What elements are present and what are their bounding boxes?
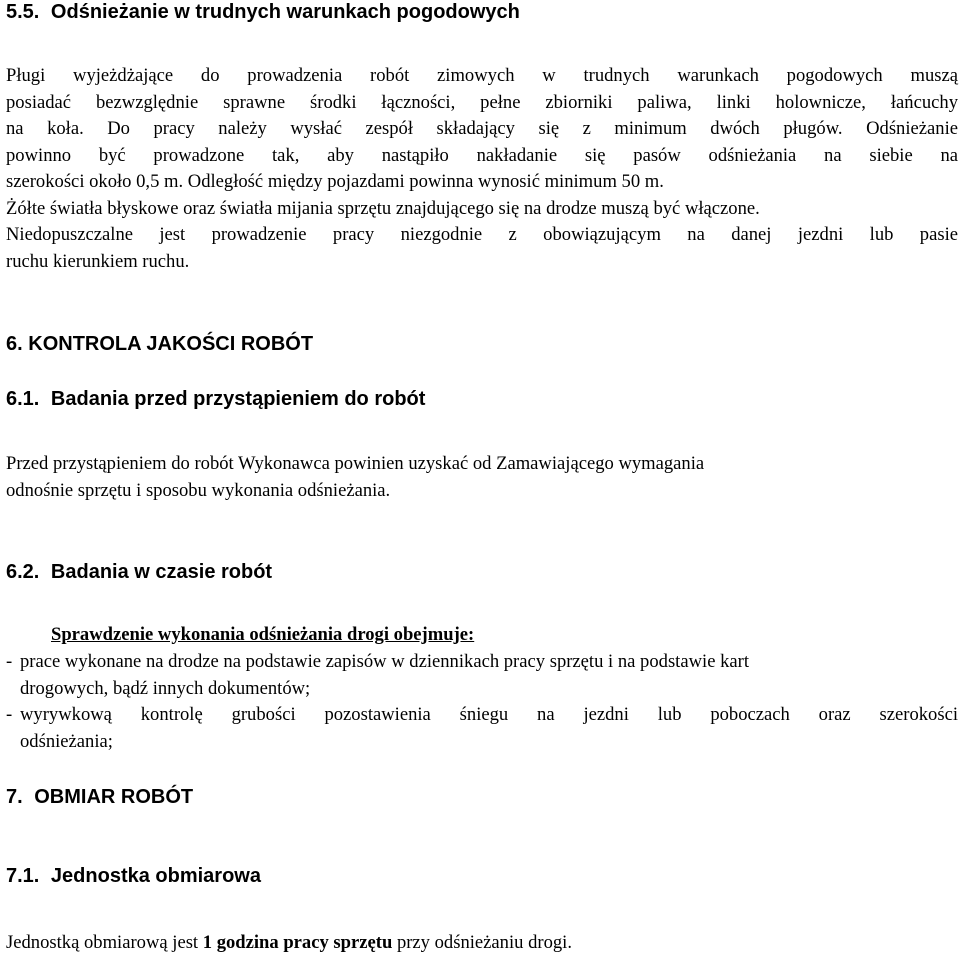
- paragraph-line: szerokości około 0,5 m. Odległość między pojazdami powinna wynosić minimum 50 m.: [6, 171, 664, 192]
- text-regular: Jednostką obmiarową jest: [6, 932, 203, 953]
- list-item: [6, 702, 958, 755]
- list-item: [6, 649, 958, 702]
- paragraph-line: ruchu kierunkiem ruchu.: [6, 250, 190, 272]
- section-number: 6.: [6, 333, 23, 355]
- paragraph-line: [6, 930, 958, 957]
- paragraph-line: Niedopuszczalne jest prowadzenie pracy niezgodnie z obowiązującym na danej jezdni lub pasie: [6, 224, 958, 245]
- paragraph-line: na koła. Do pracy należy wysłać zespół składający się z minimum dwóch pługów. Odśnieżanie: [6, 118, 958, 139]
- paragraph-line: posiadać bezwzględnie sprawne środki łączności, pełne zbiorniki paliwa, linki holownicze, łańcuchy: [6, 91, 958, 113]
- paragraph-line: Przed przystąpieniem do robót Wykonawca powinien uzyskać od Zamawiającego wymagania: [6, 453, 705, 474]
- list-item-line: odśnieżania;: [20, 730, 113, 752]
- list-dash: -: [6, 704, 13, 725]
- section-7-1-heading: [6, 864, 261, 888]
- list-item-line: wyrywkową kontrolę grubości pozostawienia śniegu na jezdni lub poboczach oraz szerokości: [20, 704, 958, 725]
- text-bold: 1 godzina pracy sprzętu: [202, 932, 393, 953]
- list-dash: -: [6, 651, 13, 672]
- section-title: Badania przed przystąpieniem do robót: [50, 388, 426, 410]
- section-title: Jednostka obmiarowa: [50, 865, 261, 887]
- text-regular: przy odśnieżaniu drogi.: [392, 932, 572, 953]
- section-6-heading: [6, 332, 313, 356]
- section-number: 5.5.: [6, 1, 40, 23]
- list-item-line: prace wykonane na drodze na podstawie zapisów w dziennikach pracy sprzętu i na podstawie kart: [20, 651, 750, 672]
- section-title: OBMIAR ROBÓT: [34, 786, 194, 808]
- list-item-line: drogowych, bądź innych dokumentów;: [20, 677, 311, 699]
- section-number: 6.1.: [6, 388, 40, 410]
- section-title: KONTROLA JAKOŚCI ROBÓT: [28, 333, 314, 355]
- section-5-5-heading: [6, 0, 520, 24]
- section-6-1-paragraph: [6, 451, 958, 504]
- section-5-5-paragraph: [6, 63, 958, 275]
- paragraph-line: Żółte światła błyskowe oraz światła mijania sprzętu znajdującego się na drodze muszą być włączone.: [6, 197, 760, 219]
- section-7-1-paragraph: [6, 930, 958, 957]
- section-number: 6.2.: [6, 561, 40, 583]
- section-6-2-heading: [6, 560, 272, 584]
- section-6-2-subheading: Sprawdzenie wykonania odśnieżania drogi obejmuje:: [51, 624, 475, 645]
- section-number: 7.: [6, 786, 23, 808]
- paragraph-line: Pługi wyjeżdżające do prowadzenia robót zimowych w trudnych warunkach pogodowych muszą: [6, 65, 958, 86]
- paragraph-line: odnośnie sprzętu i sposobu wykonania odśnieżania.: [6, 479, 391, 501]
- section-title: Badania w czasie robót: [50, 561, 273, 583]
- section-6-1-heading: [6, 387, 425, 411]
- paragraph-line: powinno być prowadzone tak, aby nastąpiło nakładanie się pasów odśnieżania na siebie na: [6, 144, 958, 166]
- section-title: Odśnieżanie w trudnych warunkach pogodowych: [50, 1, 520, 23]
- section-number: 7.1.: [6, 865, 40, 887]
- section-7-heading: [6, 785, 193, 809]
